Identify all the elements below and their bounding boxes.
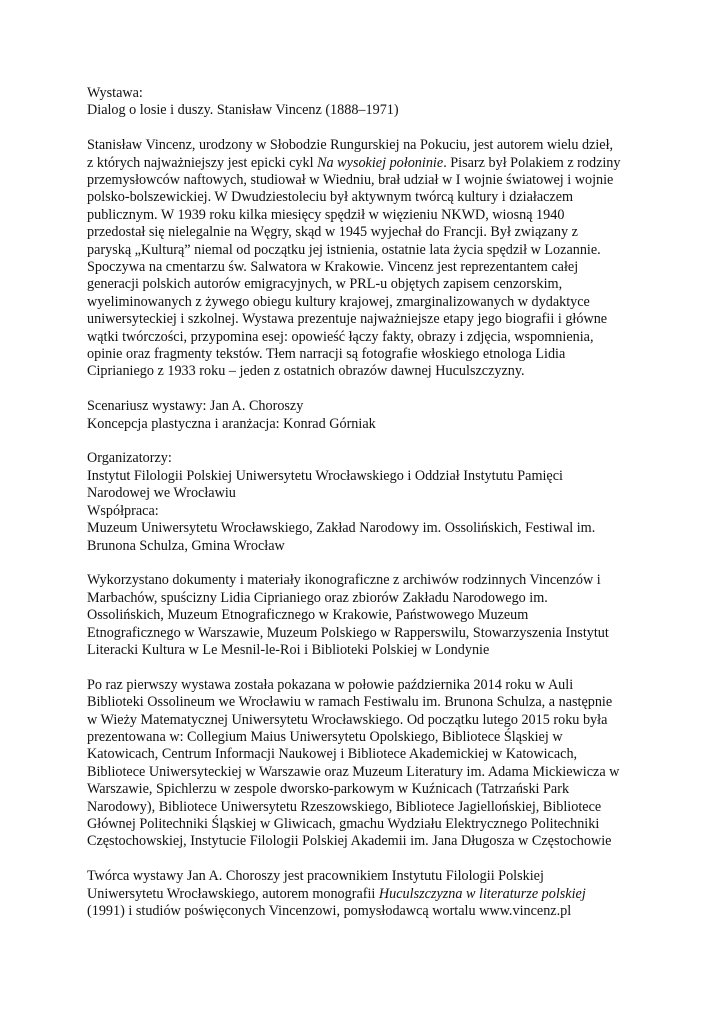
history-line: w Wieży Matematycznej Uniwersytetu Wrocławskiego. Od początku lutego 2015 roku była [87,711,608,728]
history-line: Katowicach, Centrum Informacji Naukowej i Bibliotece Akademickiej w Katowicach, [87,746,578,763]
intro-paragraph [87,137,647,381]
intro-line: paryską „Kulturą” niemal od początku jej istnienia, ostatnie lata życia spędził w Lozannie. [87,241,601,258]
history-line: prezentowana w: Collegium Maius Uniwersytetu Opolskiego, Bibliotece Śląskiej w [87,728,563,745]
intro-line: opinie oraz fragmenty tekstów. Tłem narracji są fotografie włoskiego etnologa Lidia [87,346,566,363]
author-paragraph [87,868,647,920]
exhibition-header [87,85,647,120]
sources-paragraph [87,572,647,659]
organizers-line: Instytut Filologii Polskiej Uniwersytetu Wrocławskiego i Oddział Instytutu Pamięci [87,467,563,484]
intro-line: polsko-bolszewickiej. W Dwudziestoleciu był aktywnym twórcą kultury i działaczem [87,189,574,206]
intro-line: przedostał się nielegalnie na Węgry, skąd w 1945 wyjechał do Francji. Był związany z [87,224,578,241]
history-line: Narodowy), Bibliotece Uniwersytetu Rzeszowskiego, Bibliotece Jagiellońskiej, Bibliotece [87,798,602,815]
intro-line: wyeliminowanych z żywego obiegu kultury krajowej, zmarginalizowanych w dydaktyce [87,293,590,310]
history-paragraph [87,677,647,851]
cooperation-line: Brunona Schulza, Gmina Wrocław [87,537,285,554]
credits-paragraph [87,398,647,433]
document-page [87,85,647,938]
monograph-title-italic: Huculszczyzna w literaturze polskiej [378,885,586,902]
intro-line: Stanisław Vincenz, urodzony w Słobodzie Rungurskiej na Pokuciu, jest autorem wielu dzieł, [87,137,614,154]
history-line: Głównej Politechniki Śląskiej w Gliwicach, gmachu Wydziału Elektrycznego Politechniki [87,815,600,832]
intro-line: generacji polskich autorów emigracyjnych, w PRL-u objętych zapisem cenzorskim, [87,276,563,293]
intro-line: Ciprianiego z 1933 roku – jeden z ostatnich obrazów dawnej Huculszczyzny. [87,363,525,380]
header-label: Wystawa: [87,85,143,101]
sources-line: Ossolińskich, Muzeum Etnograficznego w Krakowie, Państwowego Muzeum [87,607,529,624]
intro-text: . Pisarz był Polakiem z rodziny [443,154,621,171]
intro-line: uniwersyteckiej i szkolnej. Wystawa prezentuje najważniejsze etapy jego biografii i główne [87,311,608,328]
cooperation-label: Współpraca: [87,502,159,519]
organizers-paragraph [87,450,647,554]
sources-line: Literacki Kultura w Le Mesnil-le-Roi i Biblioteki Polskiej w Londynie [87,641,490,658]
intro-text: z których najważniejszy jest epicki cykl [87,154,318,171]
cooperation-line: Muzeum Uniwersytetu Wrocławskiego, Zakład Narodowy im. Ossolińskich, Festiwal im. [87,520,596,537]
work-title-italic: Na wysokiej połoninie [317,154,444,171]
scenario-credit: Scenariusz wystawy: Jan A. Choroszy [87,398,304,415]
sources-line: Wykorzystano dokumenty i materiały ikonograficzne z archiwów rodzinnych Vincenzów i [87,572,601,589]
author-line: (1991) i studiów poświęconych Vincenzowi, pomysłodawcą wortalu www.vincenz.pl [87,903,572,919]
history-line: Po raz pierwszy wystawa została pokazana w połowie października 2014 roku w Auli [87,676,574,693]
organizers-label: Organizatorzy: [87,450,172,467]
organizers-line: Narodowej we Wrocławiu [87,485,236,502]
sources-line: Etnograficznego w Warszawie, Muzeum Polskiego w Rapperswilu, Stowarzyszenia Instytut [87,624,609,641]
intro-line: wątki twórczości, przypomina esej: opowieść łączy fakty, obrazy i zdjęcia, wspomnienia, [87,328,594,345]
history-line: Bibliotece Uniwersyteckiej w Warszawie oraz Muzeum Literatury im. Adama Mickiewicza w [87,763,620,780]
exhibition-title: Dialog o losie i duszy. Stanisław Vincenz (1888–1971) [87,102,399,119]
history-line: Biblioteki Ossolineum we Wrocławiu w ramach Festiwalu im. Brunona Schulza, a następnie [87,694,613,711]
author-text: Uniwersytetu Wrocławskiego, autorem monografii [87,885,379,902]
author-line [87,886,647,903]
sources-line: Marbachów, spuścizny Lidia Ciprianiego oraz zbiorów Zakładu Narodowego im. [87,589,548,606]
history-line: Warszawie, Spichlerzu w zespole dworsko-parkowym w Kuźnicach (Tatrzański Park [87,781,570,798]
design-credit: Koncepcja plastyczna i aranżacja: Konrad Górniak [87,415,376,432]
intro-line: przemysłowców naftowych, studiował w Wiedniu, brał udział w I wojnie światowej i wojnie [87,172,614,189]
author-line: Twórca wystawy Jan A. Choroszy jest pracownikiem Instytutu Filologii Polskiej [87,868,544,885]
intro-line: Spoczywa na cmentarzu św. Salwatora w Krakowie. Vincenz jest reprezentantem całej [87,259,579,276]
history-line: Częstochowskiej, Instytucie Filologii Polskiej Akademii im. Jana Długosza w Częstochowie [87,833,612,850]
intro-line: publicznym. W 1939 roku kilka miesięcy spędził w więzieniu NKWD, wiosną 1940 [87,206,565,223]
intro-line [87,155,647,172]
